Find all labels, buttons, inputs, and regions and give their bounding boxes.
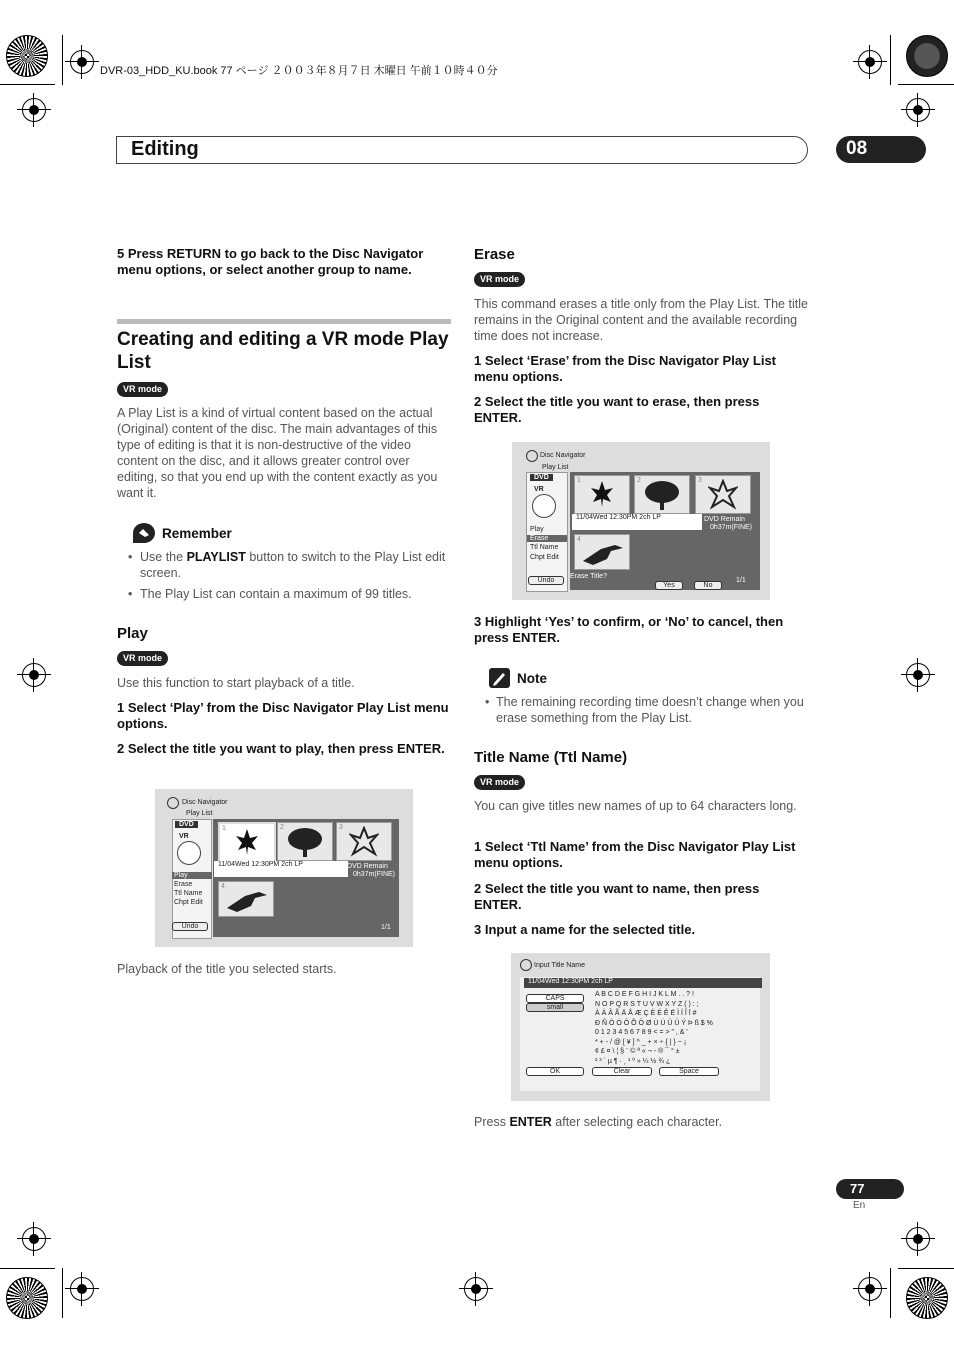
registration-mark-icon bbox=[858, 1277, 882, 1301]
registration-wheel-icon bbox=[906, 1277, 948, 1319]
remain-label: DVD Remain bbox=[704, 516, 745, 523]
registration-mark-icon bbox=[906, 98, 930, 122]
erase-step-3: 3 Highlight ‘Yes’ to confirm, or ‘No’ to cancel, then press ENTER. bbox=[474, 614, 784, 645]
vr-mode-badge: VR mode bbox=[117, 651, 168, 666]
chapter-number: 08 bbox=[846, 138, 868, 159]
menu-chpt-edit[interactable]: Chpt Edit bbox=[530, 554, 559, 561]
vr-label: VR bbox=[534, 486, 544, 493]
erase-screenshot bbox=[512, 442, 770, 600]
clear-button[interactable]: Clear bbox=[592, 1067, 652, 1076]
remain-value: 0h37m(FINE) bbox=[710, 524, 753, 531]
info-bar: 11/04Wed 12:30PM 2ch LP bbox=[214, 861, 348, 877]
registration-wheel-icon bbox=[906, 35, 948, 77]
step-5: 5 Press RETURN to go back to the Disc Navigator menu options, or select another group to name. bbox=[117, 246, 424, 277]
note-label: Note bbox=[517, 671, 547, 686]
dvd-logo: DVD bbox=[530, 474, 553, 481]
play-list-screenshot bbox=[155, 789, 413, 947]
remember-bullet-1: • Use the PLAYLIST button to switch to the Play List edit screen. bbox=[128, 550, 446, 580]
char-row: N O P Q R S T U V W X Y Z ( ) : ; bbox=[595, 1000, 699, 1008]
screen-header: Disc Navigator bbox=[540, 452, 586, 459]
registration-mark-icon bbox=[858, 50, 882, 74]
char-row: ² ³ ´ µ ¶ · ¸ ¹ º » ¼ ½ ¾ ¿ bbox=[595, 1057, 671, 1065]
thumbnail-1[interactable]: 1 bbox=[218, 822, 276, 863]
disc-graphic-icon bbox=[532, 494, 556, 518]
toucan-icon bbox=[225, 886, 269, 914]
ttl-step-2: 2 Select the title you want to name, then press ENTER. bbox=[474, 881, 760, 912]
erase-heading: Erase bbox=[474, 246, 515, 263]
small-button[interactable]: small bbox=[526, 1003, 584, 1012]
section-rule bbox=[117, 319, 451, 324]
play-heading: Play bbox=[117, 625, 148, 642]
remain-label: DVD Remain bbox=[347, 863, 388, 870]
screen-subheader: Play List bbox=[542, 464, 569, 471]
note-bullet: • The remaining recording time doesn’t change when you erase something from the Play List. bbox=[485, 695, 804, 725]
registration-mark-icon bbox=[22, 663, 46, 687]
screen-header: Disc Navigator bbox=[182, 799, 228, 806]
disc-icon bbox=[167, 797, 179, 809]
registration-mark-icon bbox=[22, 98, 46, 122]
character-grid[interactable] bbox=[595, 990, 745, 1066]
registration-wheel-icon bbox=[6, 35, 48, 77]
registration-mark-icon bbox=[70, 1277, 94, 1301]
caps-button[interactable]: CAPS bbox=[526, 994, 584, 1003]
info-bar: 11/04Wed 12:30PM 2ch LP bbox=[572, 514, 702, 530]
remember-icon bbox=[133, 523, 155, 543]
char-row: À Á Â Ã Ä Å Æ Ç È É Ê Ë Ì Í Î Ï # bbox=[595, 1010, 697, 1017]
registration-mark-icon bbox=[464, 1277, 488, 1301]
char-row: * + - / @ [ ¥ ] ^ _ + × ÷ { | } ~ ¡ bbox=[595, 1038, 687, 1046]
menu-ttl-name[interactable]: Ttl Name bbox=[174, 890, 203, 897]
tree-icon bbox=[286, 826, 324, 858]
file-info: DVR-03_HDD_KU.book 77 ページ ２００３年８月７日 木曜日 午前１０時４０分 bbox=[100, 65, 498, 77]
registration-mark-icon bbox=[70, 50, 94, 74]
page-number-badge bbox=[836, 1179, 904, 1199]
erase-step-1: 1 Select ‘Erase’ from the Disc Navigator Play List menu options. bbox=[474, 353, 777, 384]
thumbnail-3[interactable]: 3 bbox=[336, 822, 392, 861]
yes-button[interactable]: Yes bbox=[655, 581, 683, 590]
play-description: Use this function to start playback of a title. bbox=[117, 676, 355, 690]
chapter-title: Editing bbox=[131, 138, 199, 160]
erase-prompt: Erase Title? bbox=[570, 573, 607, 580]
remember-label: Remember bbox=[162, 526, 232, 541]
vr-mode-badge: VR mode bbox=[117, 382, 168, 397]
menu-erase[interactable]: Erase bbox=[174, 881, 193, 888]
char-row: A B C D E F G H I J K L M . . ? ! bbox=[595, 991, 694, 998]
ok-button[interactable]: OK bbox=[526, 1067, 584, 1076]
menu-chpt-edit[interactable]: Chpt Edit bbox=[174, 899, 203, 906]
leaf-icon bbox=[589, 480, 615, 508]
char-row: Ð Ñ Ò Ó Ô Õ Ö Ø Ù Ú Û Ü Ý Þ ß $ % bbox=[595, 1019, 713, 1027]
registration-wheel-icon bbox=[6, 1277, 48, 1319]
space-button[interactable]: Space bbox=[659, 1067, 719, 1076]
title-field[interactable]: 11/04Wed 12:30PM 2ch LP bbox=[524, 978, 762, 988]
menu-ttl-name[interactable]: Ttl Name bbox=[530, 544, 559, 551]
menu-play[interactable]: Play bbox=[172, 872, 212, 879]
vr-label: VR bbox=[179, 833, 189, 840]
page-indicator: 1/1 bbox=[736, 577, 746, 584]
thumbnail-4[interactable]: 4 bbox=[218, 881, 274, 917]
intro-paragraph: A Play List is a kind of virtual content based on the actual (Original) content of the disc. The main advantages of this type of editing is that it is non-destructive of the video content on the disc, and it allows greater control over editing, so that you end up with the content exactly as you want it. bbox=[117, 406, 438, 500]
play-caption: Playback of the title you selected starts. bbox=[117, 962, 337, 976]
lily-icon bbox=[708, 479, 738, 511]
no-button[interactable]: No bbox=[694, 581, 722, 590]
leaf-icon bbox=[234, 828, 260, 856]
ttl-step-1: 1 Select ‘Ttl Name’ from the Disc Navigator Play List menu options. bbox=[474, 839, 796, 870]
note-icon bbox=[489, 668, 510, 688]
page-indicator: 1/1 bbox=[381, 924, 391, 931]
thumbnail-3[interactable]: 3 bbox=[695, 475, 751, 514]
disc-icon bbox=[526, 450, 538, 462]
input-title-screenshot bbox=[511, 953, 770, 1101]
thumbnail-4[interactable]: 4 bbox=[574, 534, 630, 570]
chapter-header-bar bbox=[116, 136, 808, 164]
remember-bullet-2: • The Play List can contain a maximum of 99 titles. bbox=[128, 587, 412, 601]
language-label: En bbox=[853, 1200, 866, 1211]
toucan-icon bbox=[581, 539, 625, 567]
play-step-1: 1 Select ‘Play’ from the Disc Navigator Play List menu options. bbox=[117, 700, 449, 731]
lily-icon bbox=[349, 826, 379, 858]
vr-mode-badge: VR mode bbox=[474, 272, 525, 287]
undo-button[interactable]: Undo bbox=[528, 576, 564, 585]
thumbnail-2[interactable]: 2 bbox=[277, 822, 333, 861]
ttl-step-3: 3 Input a name for the selected title. bbox=[474, 922, 696, 937]
tree-icon bbox=[643, 479, 681, 511]
section-title: Creating and editing a VR mode Play List bbox=[117, 329, 449, 373]
registration-mark-icon bbox=[22, 1227, 46, 1251]
ttl-caption: Press ENTER after selecting each character. bbox=[474, 1115, 723, 1129]
registration-mark-icon bbox=[906, 663, 930, 687]
chapter-number-badge bbox=[836, 136, 926, 163]
screen-header: Input Title Name bbox=[534, 962, 585, 969]
disc-graphic-icon bbox=[177, 841, 201, 865]
thumbnail-2[interactable]: 2 bbox=[634, 475, 690, 514]
ttl-name-description: You can give titles new names of up to 64 characters long. bbox=[474, 799, 797, 813]
screen-subheader: Play List bbox=[186, 810, 213, 817]
dvd-logo: DVD bbox=[175, 821, 198, 828]
remain-value: 0h37m(FINE) bbox=[353, 871, 396, 878]
menu-erase[interactable]: Erase bbox=[527, 535, 567, 542]
char-row: 0 1 2 3 4 5 6 7 8 9 < = > " , & ' bbox=[595, 1029, 688, 1036]
ttl-name-heading: Title Name (Ttl Name) bbox=[474, 749, 628, 766]
disc-icon bbox=[520, 959, 532, 971]
registration-mark-icon bbox=[906, 1227, 930, 1251]
erase-description: This command erases a title only from the Play List. The title remains in the Original content and the available recording time does not increase. bbox=[474, 297, 808, 343]
play-step-2: 2 Select the title you want to play, then press ENTER. bbox=[117, 741, 445, 756]
erase-step-2: 2 Select the title you want to erase, then press ENTER. bbox=[474, 394, 760, 425]
vr-mode-badge: VR mode bbox=[474, 775, 525, 790]
char-row: ¢ £ ¤ \ ¦ § ¨ © ª « ¬ - ® ¯ ° ± bbox=[595, 1048, 680, 1055]
menu-play[interactable]: Play bbox=[530, 526, 544, 533]
undo-button[interactable]: Undo bbox=[172, 922, 208, 931]
page-number: 77 bbox=[850, 1181, 865, 1196]
thumbnail-1[interactable]: 1 bbox=[574, 475, 630, 514]
